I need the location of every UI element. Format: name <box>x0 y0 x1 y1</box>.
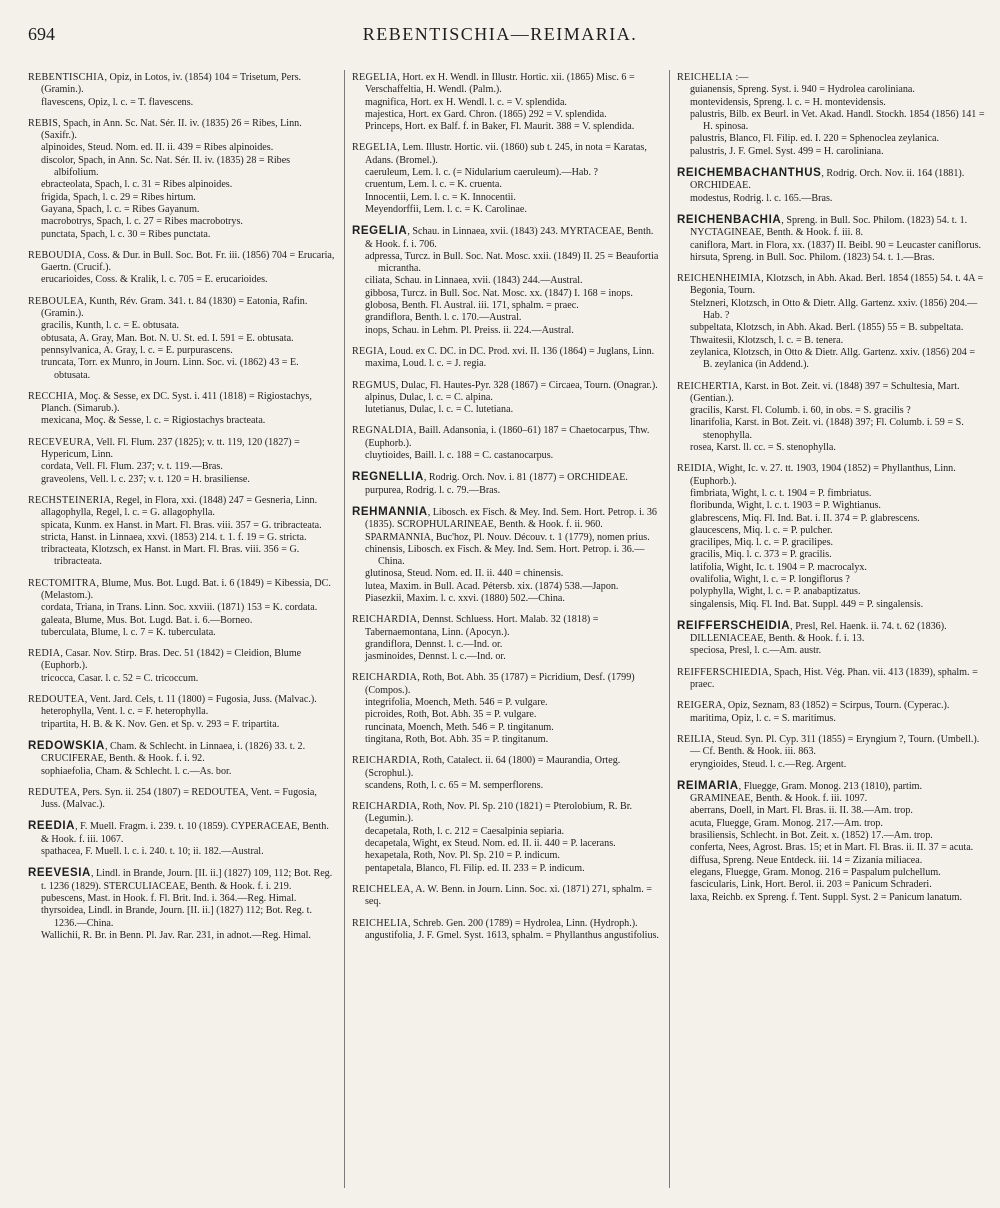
species-line: tricocca, Casar. l. c. 52 = C. tricoccum. <box>41 672 199 684</box>
species-line: gracilis, Kunth, l. c. = E. obtusata. <box>41 320 180 332</box>
entry <box>352 72 662 133</box>
entry <box>28 694 337 731</box>
genus-heading: REBIS <box>28 117 59 129</box>
genus-heading: REICHARDIA <box>352 801 418 813</box>
species-line: inops, Schau. in Lehm. Pl. Preiss. ii. 224.—Austral. <box>365 324 574 336</box>
species-line: maritima, Opiz, l. c. = S. maritimus. <box>690 712 836 724</box>
species-line: gracilis, Karst. Fl. Columb. i. 60, in obs. = S. gracilis ? <box>690 405 911 417</box>
entry <box>352 801 662 875</box>
genus-heading: REICHELEA <box>352 883 411 895</box>
species-line: majestica, Hort. ex Gard. Chron. (1865) 292 = V. splendida. <box>365 108 607 120</box>
species-line: cordata, Triana, in Trans. Linn. Soc. xxviii. (1871) 153 = K. cordata. <box>41 602 318 614</box>
species-line: angustifolia, J. F. Gmel. Syst. 1613, sphalm. = Phyllanthus angustifolius. <box>365 929 659 941</box>
entry <box>677 780 985 904</box>
genus-heading: REIFFERSCHIEDIA <box>677 666 769 678</box>
species-line: chinensis, Libosch. ex Fisch. & Mey. Ind. Sem. Hort. Petrop. i. 36.—China. <box>365 543 645 568</box>
species-line: polyphylla, Wight, l. c. = P. anabaptizatus. <box>690 586 861 598</box>
genus-heading: REBENTISCHIA <box>28 72 105 83</box>
species-line: elegans, Fluegge, Gram. Monog. 216 = Paspalum pulchellum. <box>690 866 941 878</box>
genus-heading: REEVESIA <box>28 867 91 880</box>
species-line: integrifolia, Moench, Meth. 546 = P. vulgare. <box>365 697 548 709</box>
species-line: spicata, Kunm. ex Hanst. in Mart. Fl. Bras. viii. 357 = G. tribracteata. <box>41 519 322 531</box>
genus-heading: REIMARIA <box>677 779 739 792</box>
entry-first-line: REICHENHEIMIA, Klotzsch, in Abh. Akad. Berl. 1854 (1855) 54. t. 4A = Begonia, Tourn. <box>677 273 984 297</box>
genus-heading: REICHENBACHIA <box>677 213 782 226</box>
species-line: sophiaefolia, Cham. & Schlecht. l. c.—As. bor. <box>41 765 232 777</box>
species-line: singalensis, Miq. Fl. Ind. Bat. Suppl. 449 = P. singalensis. <box>690 598 924 610</box>
entry <box>352 506 662 605</box>
species-line: cordata, Vell. Fl. Flum. 237; v. t. 119.—Bras. <box>41 461 223 473</box>
entry <box>28 437 337 486</box>
species-line: ebracteolata, Spach, l. c. 31 = Ribes alpinoides. <box>41 179 233 191</box>
entry <box>677 667 985 692</box>
entry-first-line: REEVESIA, Lindl. in Brande, Journ. [II. ii.] (1827) 109, 112; Bot. Reg. t. 1236 (1829). STERCULIACEAE, Benth. & Hook. f. i. 219. <box>28 867 333 892</box>
entry <box>352 614 662 663</box>
genus-heading: REBOULEA <box>28 295 85 307</box>
species-line: alpinus, Dulac, l. c. = C. alpina. <box>365 391 493 403</box>
column-right <box>677 72 985 913</box>
entry <box>28 867 337 942</box>
species-line: subpeltata, Klotzsch, in Abh. Akad. Berl. (1855) 55 = B. subpeltata. <box>690 322 964 334</box>
species-line: aberrans, Doell, in Mart. Fl. Bras. ii. II. 38.—Am. trop. <box>690 805 913 817</box>
entry-first-line: REHMANNIA, Libosch. ex Fisch. & Mey. Ind. Sem. Hort. Petrop. i. 36 (1835). SCROPHULARINEAE, Benth. & Hook. f. ii. 960. <box>352 505 657 531</box>
entry <box>677 734 985 771</box>
entry <box>677 72 985 158</box>
column-middle <box>352 72 662 951</box>
entry <box>28 578 337 639</box>
entry <box>352 672 662 746</box>
entry <box>352 471 662 497</box>
species-line: Princeps, Hort. ex Balf. f. in Baker, Fl. Maurit. 388 = V. splendida. <box>365 121 635 133</box>
entry <box>28 648 337 685</box>
genus-heading: REGELIA <box>352 72 398 83</box>
species-line: cruentum, Lem. l. c. = K. cruenta. <box>365 179 502 191</box>
species-line: palustris, Blanco, Fl. Filip. ed. I. 220 = Sphenoclea zeylanica. <box>690 133 940 145</box>
entry-first-line: REICHARDIA, Roth, Catalect. ii. 64 (1800) = Maurandia, Orteg. (Scrophul.). <box>352 755 621 779</box>
species-line: fascicularis, Link, Hort. Berol. ii. 203 = Panicum Schraderi. <box>690 879 932 891</box>
genus-heading: REICHENHEIMIA <box>677 273 762 285</box>
entry-first-line: REIFFERSCHEIDIA, Presl, Rel. Haenk. ii. 74. t. 62 (1836). DILLENIACEAE, Benth. & Hook. f. i. 13. <box>677 619 947 645</box>
entry-first-line: REBIS, Spach, in Ann. Sc. Nat. Sér. II. iv. (1835) 26 = Ribes, Linn. (Saxifr.). <box>28 117 302 142</box>
genus-heading: REICHARDIA <box>352 614 418 626</box>
entry <box>28 495 337 569</box>
entry-first-line: REICHELIA :— <box>677 72 749 83</box>
genus-heading: RECHSTEINERIA <box>28 494 111 506</box>
entry-first-line: REGIA, Loud. ex C. DC. in DC. Prod. xvi. II. 136 (1864) = Juglans, Linn. <box>352 345 655 357</box>
species-line: cluytioides, Baill. l. c. 188 = C. castanocarpus. <box>365 450 554 462</box>
entry-first-line: REGELIA, Lem. Illustr. Hortic. vii. (1860) sub t. 245, in nota = Karatas, Adans. (Bromel.). <box>352 142 647 166</box>
species-line: picroides, Roth, Bot. Abh. 35 = P. vulgare. <box>365 709 537 721</box>
entry-first-line: REICHARDIA, Roth, Bot. Abh. 35 (1787) = Picridium, Desf. (1799) (Compos.). <box>352 672 635 696</box>
genus-heading: RECEVEURA <box>28 436 92 448</box>
entry <box>28 72 337 109</box>
species-line: pennsylvanica, A. Gray, l. c. = E. purpurascens. <box>41 344 233 356</box>
species-line: galeata, Blume, Mus. Bot. Lugd. Bat. i. 6.—Borneo. <box>41 614 253 626</box>
entry-first-line: REDOUTEA, Vent. Jard. Cels, t. 11 (1800) = Fugosia, Juss. (Malvac.). <box>28 694 317 706</box>
species-line: lutetianus, Dulac, l. c. = C. lutetiana. <box>365 404 514 416</box>
entry-first-line: REIFFERSCHIEDIA, Spach, Hist. Vég. Phan. vii. 413 (1839), sphalm. = praec. <box>677 666 978 691</box>
species-line: frigida, Spach, l. c. 29 = Ribes hirtum. <box>41 191 196 203</box>
species-line: tripartita, H. B. & K. Nov. Gen. et Sp. v. 293 = F. tripartita. <box>41 718 280 730</box>
species-line: discolor, Spach, in Ann. Sc. Nat. Sér. II. iv. (1835) 28 = Ribes albifolium. <box>41 154 291 179</box>
entry <box>677 167 985 205</box>
species-line: palustris, Bilb. ex Beurl. in Vet. Akad. Handl. Stockh. 1854 (1856) 141 = H. spinosa. <box>690 108 985 133</box>
entry <box>28 820 337 858</box>
species-line: laxa, Reichb. ex Spreng. f. Tent. Suppl. Syst. 2 = Panicum lanatum. <box>690 891 962 903</box>
genus-heading: REDOWSKIA <box>28 739 105 752</box>
entry-first-line: REICHERTIA, Karst. in Bot. Zeit. vi. (1848) 397 = Schultesia, Mart. (Gentian.). <box>677 380 960 404</box>
column-rule-2 <box>669 70 670 1188</box>
species-line: jasminoides, Dennst. l. c.—Ind. or. <box>365 651 506 663</box>
genus-heading: RECTOMITRA <box>28 577 97 589</box>
entry-first-line: REDOWSKIA, Cham. & Schlecht. in Linnaea, i. (1826) 33. t. 2. CRUCIFERAE, Benth. & Hook. f. i. 92. <box>28 739 306 765</box>
entry <box>352 425 662 462</box>
species-line: gracilipes, Miq. l. c. = P. gracilipes. <box>690 537 834 549</box>
entry-first-line: RECCHIA, Moç. & Sesse, ex DC. Syst. i. 411 (1818) = Rigiostachys, Planch. (Simarub.). <box>28 390 312 415</box>
species-line: spathacea, F. Muell. l. c. i. 240. t. 10; ii. 182.—Austral. <box>41 846 264 858</box>
species-line: eryngioides, Steud. l. c.—Reg. Argent. <box>690 758 847 770</box>
species-line: lutea, Maxim. in Bull. Acad. Pétersb. xix. (1874) 538.—Japon. <box>365 580 619 592</box>
species-line: punctata, Spach, l. c. 30 = Ribes punctata. <box>41 228 211 240</box>
entry-first-line: REGMUS, Dulac, Fl. Hautes-Pyr. 328 (1867) = Circaea, Tourn. (Onagrar.). <box>352 379 658 391</box>
species-line: modestus, Rodrig. l. c. 165.—Bras. <box>690 192 833 204</box>
genus-heading: REGNALDIA <box>352 425 414 437</box>
species-line: diffusa, Spreng. Neue Entdeck. iii. 14 = Zizania miliacea. <box>690 854 923 866</box>
species-line: tuberculata, Blume, l. c. 7 = K. tuberculata. <box>41 626 216 638</box>
entry <box>352 346 662 371</box>
species-line: scandens, Roth, l. c. 65 = M. semperflorens. <box>365 779 544 791</box>
entry <box>352 755 662 792</box>
species-line: globosa, Benth. Fl. Austral. iii. 171, sphalm. = praec. <box>365 300 579 312</box>
genus-heading: REICHERTIA <box>677 380 740 392</box>
entry <box>352 918 662 943</box>
entry-first-line: REICHENBACHIA, Spreng. in Bull. Soc. Philom. (1823) 54. t. 1. NYCTAGINEAE, Benth. & Hook. f. iii. 8. <box>677 213 968 239</box>
entry <box>352 142 662 216</box>
species-line: grandiflora, Dennst. l. c.—Ind. or. <box>365 638 503 650</box>
species-line: Gayana, Spach, l. c. = Ribes Gayanum. <box>41 203 200 215</box>
genus-heading: REDIA <box>28 648 61 660</box>
species-line: Piasezkii, Maxim. l. c. xxvi. (1880) 502.—China. <box>365 592 565 604</box>
entry <box>28 118 337 241</box>
genus-heading: REDOUTEA <box>28 694 85 706</box>
genus-heading: REIGERA <box>677 700 723 712</box>
genus-heading: REGELIA <box>352 142 398 154</box>
entry-first-line: REICHARDIA, Roth, Nov. Pl. Sp. 210 (1821) = Pterolobium, R. Br. (Legumin.). <box>352 801 633 825</box>
species-line: latifolia, Wight, Ic. t. 1904 = P. macrocalyx. <box>690 561 867 573</box>
species-line: adpressa, Turcz. in Bull. Soc. Nat. Mosc. xxii. (1849) II. 25 = Beaufortia micrantha. <box>365 250 659 275</box>
entry-first-line: RECTOMITRA, Blume, Mus. Bot. Lugd. Bat. i. 6 (1849) = Kibessia, DC. (Melastom.). <box>28 577 331 601</box>
species-line: guianensis, Spreng. Syst. i. 940 = Hydrolea caroliniana. <box>690 84 915 96</box>
entry <box>677 620 985 658</box>
entry-first-line: REEDIA, F. Muell. Fragm. i. 239. t. 10 (1859). CYPERACEAE, Benth. & Hook. f. iii. 1067. <box>28 820 329 845</box>
entry <box>677 700 985 725</box>
species-line: tingitana, Roth, Bot. Abh. 35 = P. tingitanum. <box>365 733 549 745</box>
species-line: ovalifolia, Wight, l. c. = P. longiflorus ? <box>690 573 850 585</box>
running-head: REBENTISCHIA—REIMARIA. <box>362 24 638 44</box>
species-line: alpinoides, Steud. Nom. ed. II. ii. 439 = Ribes alpinoides. <box>41 142 274 154</box>
species-line: decapetala, Roth, l. c. 212 = Caesalpinia sepiaria. <box>365 825 565 837</box>
species-line: macrobotrys, Spach, l. c. 27 = Ribes macrobotrys. <box>41 216 243 228</box>
species-line: thyrsoidea, Lindl. in Brande, Journ. [II. ii.] (1827) 112; Bot. Reg. t. 1236.—China. <box>41 905 312 929</box>
species-line: glabrescens, Miq. Fl. Ind. Bat. i. II. 374 = P. glabrescens. <box>690 512 920 524</box>
species-line: truncata, Torr. ex Munro, in Journ. Linn. Soc. vi. (1862) 43 = E. obtusata. <box>41 357 299 381</box>
entry <box>352 884 662 909</box>
species-line: Meyendorffii, Lem. l. c. = K. Carolinae. <box>365 203 527 215</box>
species-line: allagophylla, Regel, l. c. = G. allagophylla. <box>41 507 215 519</box>
species-line: Thwaitesii, Klotzsch, l. c. = B. tenera. <box>690 334 844 346</box>
entry-first-line: REICHELEA, A. W. Benn. in Journ. Linn. Soc. xi. (1871) 271, sphalm. = seq. <box>352 883 652 908</box>
entry-first-line: REICHEMBACHANTHUS, Rodrig. Orch. Nov. ii. 164 (1881). ORCHIDEAE. <box>677 167 965 192</box>
entry-first-line: REGNALDIA, Baill. Adansonia, i. (1860–61) 187 = Chaetocarpus, Thw. (Euphorb.). <box>352 425 650 449</box>
genus-heading: REIFFERSCHEIDIA <box>677 619 791 632</box>
entry-first-line: REDUTEA, Pers. Syn. ii. 254 (1807) = REDOUTEA, Vent. = Fugosia, Juss. (Malvac.). <box>28 786 317 811</box>
entry-first-line: REICHARDIA, Dennst. Schluess. Hort. Malab. 32 (1818) = Tabernaemontana, Linn. (Apocyn.). <box>352 614 599 638</box>
species-line: Innocentii, Lem. l. c. = K. Innocentii. <box>365 191 516 203</box>
genus-heading: REILIA <box>677 733 712 745</box>
species-line: glutinosa, Steud. Nom. ed. II. ii. 440 = chinensis. <box>365 568 564 580</box>
entry-first-line: REIGERA, Opiz, Seznam, 83 (1852) = Scirpus, Tourn. (Cyperac.). <box>677 700 950 712</box>
entry <box>28 740 337 778</box>
entry <box>28 250 337 287</box>
species-line: rosea, Karst. ll. cc. = S. stenophylla. <box>690 442 836 454</box>
species-line: glaucescens, Miq. l. c. = P. pulcher. <box>690 524 833 536</box>
species-line: gibbosa, Turcz. in Bull. Soc. Nat. Mosc. xx. (1847) I. 168 = inops. <box>365 287 633 299</box>
entry <box>677 214 985 264</box>
species-line: fimbriata, Wight, l. c. t. 1904 = P. fimbriatus. <box>690 487 872 499</box>
entry-first-line: REBOULEA, Kunth, Rév. Gram. 341. t. 84 (1830) = Eatonia, Rafin. (Gramin.). <box>28 295 308 320</box>
entry-first-line: REIDIA, Wight, Ic. v. 27. tt. 1903, 1904 (1852) = Phyllanthus, Linn. (Euphorb.). <box>677 463 956 487</box>
species-line: speciosa, Presl, l. c.—Am. austr. <box>690 645 822 657</box>
genus-heading: REICHARDIA <box>352 755 418 767</box>
species-line: erucarioides, Coss. & Kralik, l. c. 705 = E. erucarioides. <box>41 274 268 286</box>
page-number: 694 <box>28 24 55 44</box>
species-line: purpurea, Rodrig. l. c. 79.—Bras. <box>365 484 501 496</box>
genus-heading: REICHELIA <box>352 917 408 929</box>
entry-first-line: REGNELLIA, Rodrig. Orch. Nov. i. 81 (1877) = ORCHIDEAE. <box>352 471 628 484</box>
species-line: SPARMANNIA, Buc'hoz, Pl. Nouv. Découv. t. 1 (1779), nomen prius. <box>365 531 650 543</box>
species-line: conferta, Nees, Agrost. Bras. 15; et in Mart. Fl. Bras. ii. II. 37 = acuta. <box>690 842 974 854</box>
entry <box>677 273 985 371</box>
species-line: stricta, Hanst. in Linnaea, xxvi. (1853) 214. t. 1. f. 19 = G. stricta. <box>41 531 307 543</box>
species-line: runcinata, Moench, Meth. 546 = P. tingitanum. <box>365 721 554 733</box>
species-line: gracilis, Miq. l. c. 373 = P. gracilis. <box>690 549 832 561</box>
entry-first-line: REIMARIA, Fluegge, Gram. Monog. 213 (1810), partim. GRAMINEAE, Benth. & Hook. f. iii. 1097. <box>677 779 923 805</box>
species-line: Stelzneri, Klotzsch, in Otto & Dietr. Allg. Gartenz. xxiv. (1856) 204.—Hab. ? <box>690 297 978 322</box>
genus-heading: REICHEMBACHANTHUS <box>677 167 822 180</box>
genus-heading: REDUTEA <box>28 786 78 798</box>
species-line: montevidensis, Spreng. l. c. = H. montevidensis. <box>690 96 886 108</box>
species-line: ciliata, Schau. in Linnaea, xvii. (1843) 244.—Austral. <box>365 275 583 287</box>
entry <box>677 381 985 455</box>
species-line: brasiliensis, Schlecht. in Bot. Zeit. x. (1852) 17.—Am. trop. <box>690 830 933 842</box>
genus-heading: REEDIA <box>28 820 76 833</box>
entry <box>28 296 337 382</box>
entry-first-line: RECHSTEINERIA, Regel, in Flora, xxi. (1848) 247 = Gesneria, Linn. <box>28 494 318 506</box>
genus-heading: REGELIA <box>352 225 408 238</box>
species-line: grandiflora, Benth. l. c. 170.—Austral. <box>365 312 522 324</box>
species-line: decapetala, Wight, ex Steud. Nom. ed. II. ii. 440 = P. lacerans. <box>365 838 616 850</box>
genus-heading: REIDIA <box>677 463 713 475</box>
entry-first-line: REILIA, Steud. Syn. Pl. Cyp. 311 (1855) = Eryngium ?, Tourn. (Umbell.).— Cf. Benth. & Hook. iii. 863. <box>677 733 980 758</box>
entry-first-line: REBENTISCHIA, Opiz, in Lotos, iv. (1854) 104 = Trisetum, Pers. (Gramin.). <box>28 72 302 96</box>
entry-first-line: REGELIA, Hort. ex H. Wendl. in Illustr. Hortic. xii. (1865) Misc. 6 = Verschaffeltia, H. Wendl. (Palm.). <box>352 72 635 96</box>
entry-first-line: RECEVEURA, Vell. Fl. Flum. 237 (1825); v. tt. 119, 120 (1827) = Hypericum, Linn. <box>28 436 300 461</box>
species-line: magnifica, Hort. ex H. Wendl. l. c. = V. splendida. <box>365 96 567 108</box>
species-line: obtusata, A. Gray, Man. Bot. N. U. St. ed. I. 591 = E. obtusata. <box>41 332 294 344</box>
genus-heading: REGNELLIA <box>352 471 424 484</box>
species-line: flavescens, Opiz, l. c. = T. flavescens. <box>41 96 194 108</box>
species-line: maxima, Loud. l. c. = J. regia. <box>365 358 487 370</box>
species-line: tribracteata, Klotzsch, ex Hanst. in Mart. Fl. Bras. viii. 356 = G. tribracteata. <box>41 544 300 568</box>
species-line: pubescens, Mast. in Hook. f. Fl. Brit. Ind. i. 364.—Reg. Himal. <box>41 892 297 904</box>
entry <box>28 787 337 812</box>
species-line: floribunda, Wight, l. c. t. 1903 = P. Wightianus. <box>690 500 881 512</box>
species-line: acuta, Fluegge, Gram. Monog. 217.—Am. trop. <box>690 817 883 829</box>
species-line: palustris, J. F. Gmel. Syst. 499 = H. caroliniana. <box>690 145 884 157</box>
genus-heading: RECCHIA <box>28 390 75 402</box>
genus-heading: REBOUDIA <box>28 249 83 261</box>
entry-first-line: REGELIA, Schau. in Linnaea, xvii. (1843) 243. MYRTACEAE, Benth. & Hook. f. i. 706. <box>352 225 654 250</box>
species-line: hirsuta, Spreng. in Bull. Soc. Philom. (1823) 54. t. 1.—Bras. <box>690 251 935 263</box>
genus-heading: REHMANNIA <box>352 505 428 518</box>
species-line: caniflora, Mart. in Flora, xx. (1837) II. Beibl. 90 = Leucaster caniflorus. <box>690 239 982 251</box>
species-line: hexapetala, Roth, Nov. Pl. Sp. 210 = P. indicum. <box>365 850 560 862</box>
entry-first-line: REDIA, Casar. Nov. Stirp. Bras. Dec. 51 (1842) = Cleidion, Blume (Euphorb.). <box>28 648 302 672</box>
column-rule-1 <box>344 70 345 1188</box>
genus-heading: REGMUS <box>352 379 396 391</box>
genus-heading: REICHARDIA <box>352 672 418 684</box>
species-line: mexicana, Moç. & Sesse, l. c. = Rigiostachys bracteata. <box>41 415 266 427</box>
entry-first-line: REICHELIA, Schreb. Gen. 200 (1789) = Hydrolea, Linn. (Hydroph.). <box>352 917 638 929</box>
species-line: graveolens, Vell. l. c. 237; v. t. 120 = H. brasiliense. <box>41 473 250 485</box>
genus-heading: REICHELIA <box>677 72 733 83</box>
species-line: zeylanica, Klotzsch, in Otto & Dietr. Allg. Gartenz. xxiv. (1856) 204 = B. zeylanica (in Addend.). <box>690 346 976 371</box>
species-line: heterophylla, Vent. l. c. = F. heterophylla. <box>41 706 209 718</box>
entry <box>28 391 337 428</box>
page-header <box>0 24 1000 54</box>
entry-first-line: REBOUDIA, Coss. & Dur. in Bull. Soc. Bot. Fr. iii. (1856) 704 = Erucaria, Gaertn. (Crucif.). <box>28 249 335 274</box>
entry <box>677 463 985 611</box>
entry <box>352 380 662 417</box>
species-line: linarifolia, Karst. in Bot. Zeit. vi. (1848) 397; Fl. Columb. i. 59 = S. stenophylla. <box>690 417 964 441</box>
species-line: Wallichii, R. Br. in Benn. Pl. Jav. Rar. 231, in adnot.—Reg. Himal. <box>41 929 311 941</box>
column-left <box>28 72 337 951</box>
species-line: pentapetala, Blanco, Fl. Filip. ed. II. 233 = P. indicum. <box>365 862 585 874</box>
entry <box>352 225 662 337</box>
species-line: caeruleum, Lem. l. c. (= Nidularium caeruleum).—Hab. ? <box>365 167 598 179</box>
genus-heading: REGIA <box>352 345 385 357</box>
